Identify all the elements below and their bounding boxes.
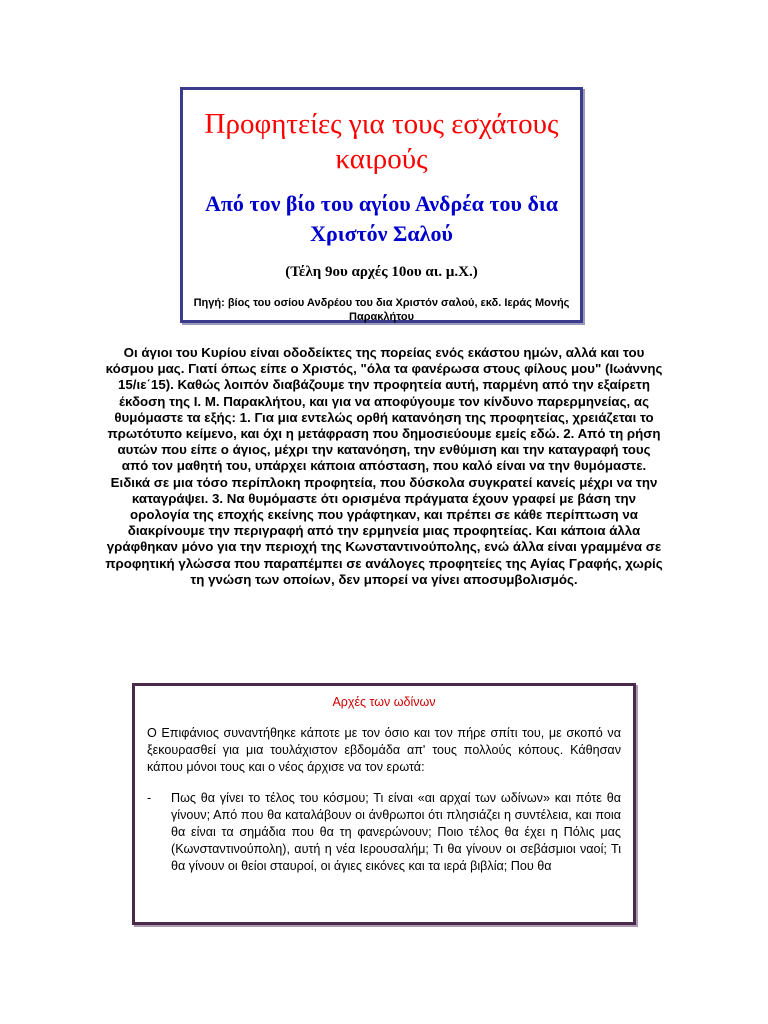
- title-box: [180, 87, 583, 323]
- source-citation: Πηγή: βίος του οσίου Ανδρέου του δια Χριστόν σαλού, εκδ. Ιεράς Μονής Παρακλήτου: [193, 297, 570, 323]
- dialog-item: [147, 790, 621, 875]
- dialog-text: Πως θα γίνει το τέλος του κόσμου; Τι είναι «αι αρχαί των ωδίνων» και πότε θα γίνουν; Από που θα καταλάβουν οι άνθρωποι ότι πλησιάζει η συντέλεια, και ποια θα είναι τα σημάδια που θα τη φανερώνουν; Ποιο τέλος θα έχει η Πόλις μας (Κωνσταντινούπολη), αυτή η νέα Ιερουσαλήμ; Τι θα γίνουν οι σεβάσμιοι ναοί; Τι θα γίνουν οι θείοι σταυροί, οι άγιες εικόνες και τα ιερά βιβλία; Που θα: [171, 791, 621, 873]
- page-subtitle: Από τον βίο του αγίου Ανδρέα του δια Χριστόν Σαλού: [204, 191, 558, 246]
- dialog-dash: -: [147, 791, 152, 805]
- intro-paragraph: Οι άγιοι του Κυρίου είναι οδοδείκτες της πορείας ενός εκάστου ημών, αλλά και του κόσμου μας. Γιατί όπως είπε ο Χριστός, "όλα τα φανέρωσα στους φίλους μου" (Ιωάννης 15/ιε΄15). Καθώς λοιπόν διαβάζουμε την προφητεία αυτή, παρμένη από την εξαίρετη έκδοση της Ι. Μ. Παρακλήτου, και για να αποφύγουμε τον κίνδυνο παρερμηνείας, ας θυμόμαστε τα εξής: 1. Για μια εντελώς ορθή κατανόηση της προφητείας, χρειάζεται το πρωτότυπο κείμενο, και όχι η μετάφραση που δημοσιεύουμε εμείς εδώ. 2. Από τη ρήση αυτών που είπε ο άγιος, μέχρι την κατανόηση, την ενθύμιση και την καταγραφή τους από τον μαθητή του, υπάρχει κάποια απόσταση, που καλό είναι να την θυμόμαστε. Ειδικά σε μια τόσο περίπλοκη προφητεία, που δύσκολα συγκρατεί κανείς μέχρι να την καταγράψει. 3. Να θυμόμαστε ότι ορισμένα πράγματα έχουν γραφεί με βάση την ορολογία της εποχής εκείνης που γράφτηκαν, και πρέπει σε κάθε περίπτωση να διακρίνουμε την περιγραφή από την ερμηνεία μιας προφητείας. Και κάποια άλλα γράφθηκαν μόνο για την περιοχή της Κωνσταντινούπολης, ενώ άλλα είναι γραμμένα σε προφητική γλώσσα που παραπέμπει σε ανάλογες προφητείες της Αγίας Γραφής, χωρίς τη γνώση των οποίων, δεν μπορεί να γίνει αποσυμβολισμός.: [105, 345, 663, 587]
- excerpt-title: Αρχές των ωδίνων: [332, 695, 436, 709]
- excerpt-box: [132, 683, 636, 925]
- page-title: Προφητείες για τους εσχάτους καιρούς: [204, 108, 559, 175]
- excerpt-paragraph: Ο Επιφάνιος συναντήθηκε κάποτε με τον όσιο και τον πήρε σπίτι του, με σκοπό να ξεκουρασθεί για μια τουλάχιστον εβδομάδα απ' τους πολλούς κόπους. Κάθησαν κάπου μόνοι τους και ο νέος άρχισε να τον ερωτά:: [147, 726, 621, 774]
- date-range: (Τέλη 9ου αρχές 10ου αι. μ.Χ.): [285, 264, 478, 280]
